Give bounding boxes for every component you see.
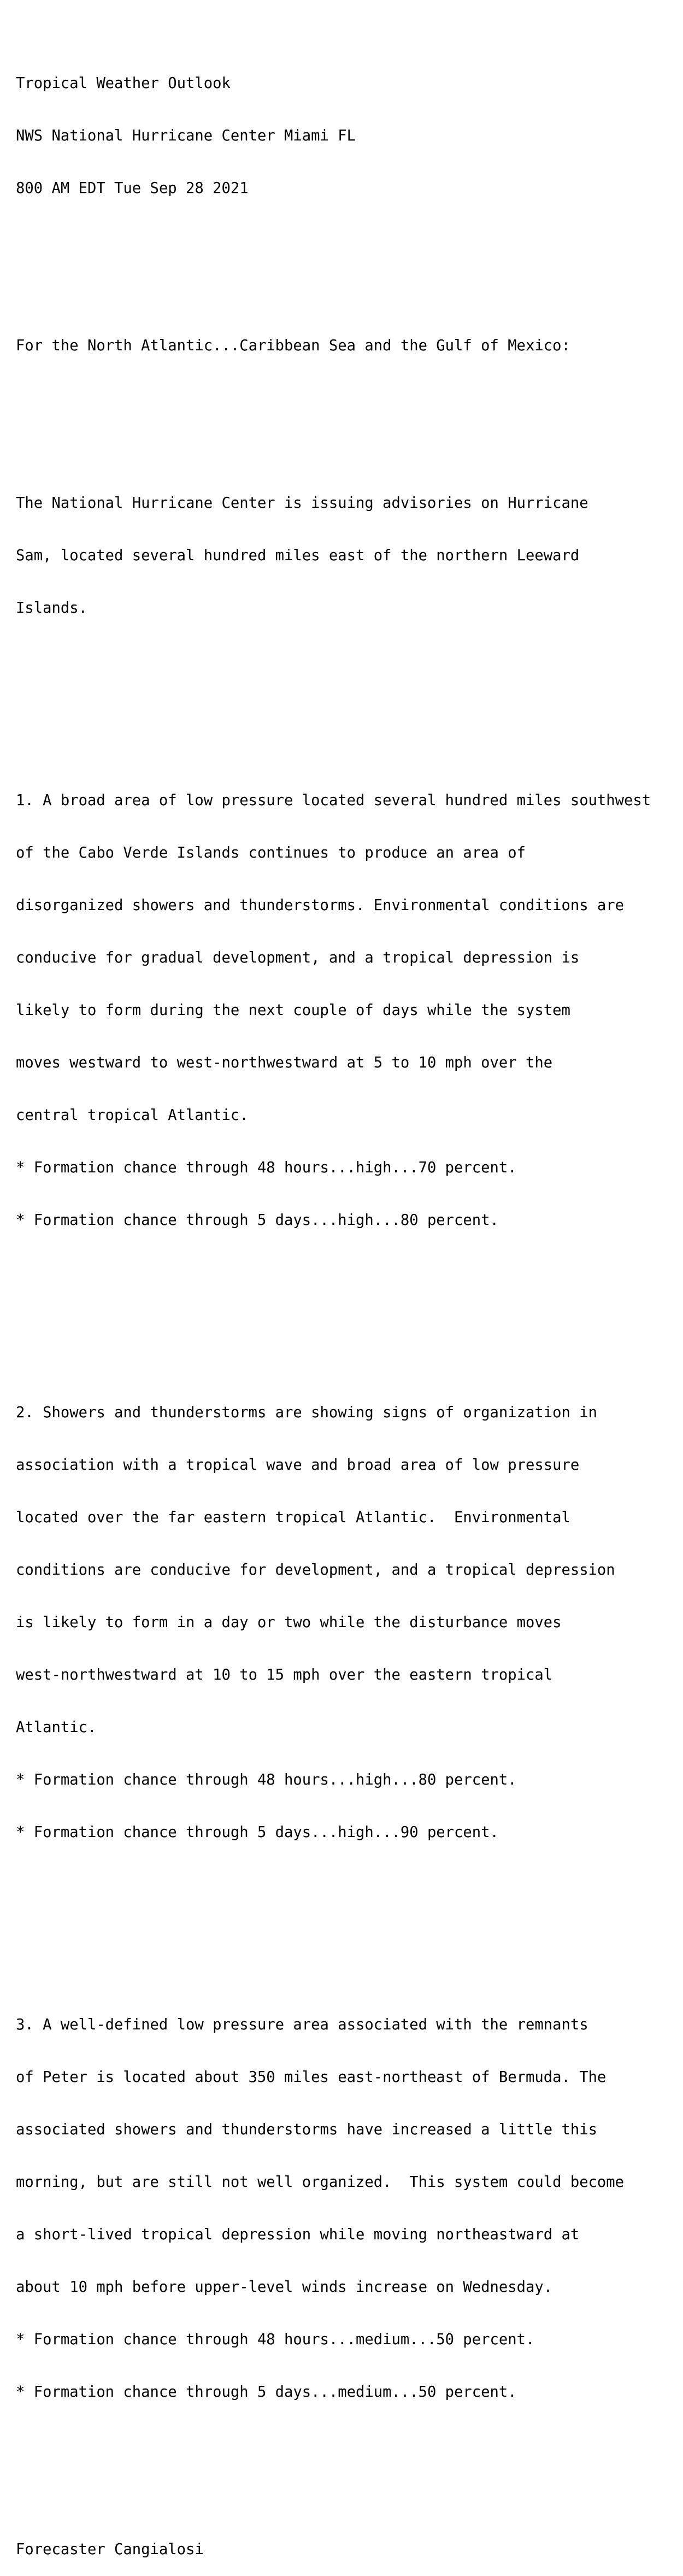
system-3-line: about 10 mph before upper-level winds increase on Wednesday. — [16, 2279, 553, 2296]
system-2-line: west-northwestward at 10 to 15 mph over the eastern tropical — [16, 1667, 553, 1683]
system-1-line: conducive for gradual development, and a tropical depression is — [16, 949, 580, 966]
system-2 — [16, 1369, 680, 1876]
system-3-chance-5d: * Formation chance through 5 days...medium...50 percent. — [16, 2384, 517, 2401]
system-2-chance-48h: * Formation chance through 48 hours...high...80 percent. — [16, 1771, 517, 1788]
system-3-line: of Peter is located about 350 miles east-northeast of Bermuda. The — [16, 2069, 607, 2086]
issue-time: 800 AM EDT Tue Sep 28 2021 — [16, 180, 249, 197]
system-1-line: 1. A broad area of low pressure located several hundred miles southwest — [16, 792, 651, 809]
system-2-line: 2. Showers and thunderstorms are showing signs of organization in — [16, 1404, 597, 1421]
system-1-line: likely to form during the next couple of days while the system — [16, 1002, 570, 1019]
system-3 — [16, 1981, 680, 2436]
system-3-chance-48h: * Formation chance through 48 hours...medium...50 percent. — [16, 2331, 535, 2348]
forecaster-signature: Forecaster Cangialosi — [16, 2541, 204, 2558]
system-2-chance-5d: * Formation chance through 5 days...high...90 percent. — [16, 1824, 499, 1841]
intro-line: Sam, located several hundred miles east of the northern Leeward — [16, 547, 580, 564]
intro-line: Islands. — [16, 600, 87, 617]
blank-line — [16, 267, 680, 285]
blank-line — [16, 687, 680, 705]
system-1-line: disorganized showers and thunderstorms. Environmental conditions are — [16, 897, 625, 914]
system-2-line: is likely to form in a day or two while the disturbance moves — [16, 1614, 562, 1631]
outlook-document — [16, 5, 680, 2576]
system-3-line: a short-lived tropical depression while moving northeastward at — [16, 2226, 580, 2243]
system-1-line: of the Cabo Verde Islands continues to produce an area of — [16, 844, 526, 861]
blank-line — [16, 1911, 680, 1929]
system-2-line: conditions are conducive for development, and a tropical depression — [16, 1562, 615, 1579]
system-1-chance-48h: * Formation chance through 48 hours...high...70 percent. — [16, 1159, 517, 1176]
system-2-line: association with a tropical wave and broad area of low pressure — [16, 1457, 580, 1474]
document-header — [16, 40, 680, 232]
system-1 — [16, 757, 680, 1264]
document-title: Tropical Weather Outlook — [16, 75, 231, 92]
blank-line — [16, 390, 680, 407]
system-1-line: moves westward to west-northwestward at 5 to 10 mph over the — [16, 1054, 553, 1071]
blank-line — [16, 2471, 680, 2489]
system-3-line: morning, but are still not well organized. This system could become — [16, 2174, 625, 2191]
system-1-line: central tropical Atlantic. — [16, 1107, 249, 1124]
system-1-chance-5d: * Formation chance through 5 days...high...80 percent. — [16, 1212, 499, 1229]
region-heading: For the North Atlantic...Caribbean Sea and the Gulf of Mexico: — [16, 337, 570, 354]
system-2-line: Atlantic. — [16, 1719, 97, 1736]
system-2-line: located over the far eastern tropical Atlantic. Environmental — [16, 1509, 570, 1526]
system-3-line: 3. A well-defined low pressure area associated with the remnants — [16, 2016, 588, 2033]
intro-line: The National Hurricane Center is issuing advisories on Hurricane — [16, 495, 588, 512]
system-3-line: associated showers and thunderstorms have increased a little this — [16, 2121, 597, 2138]
intro-paragraph — [16, 460, 680, 652]
blank-line — [16, 1299, 680, 1317]
issuing-office: NWS National Hurricane Center Miami FL — [16, 127, 356, 144]
